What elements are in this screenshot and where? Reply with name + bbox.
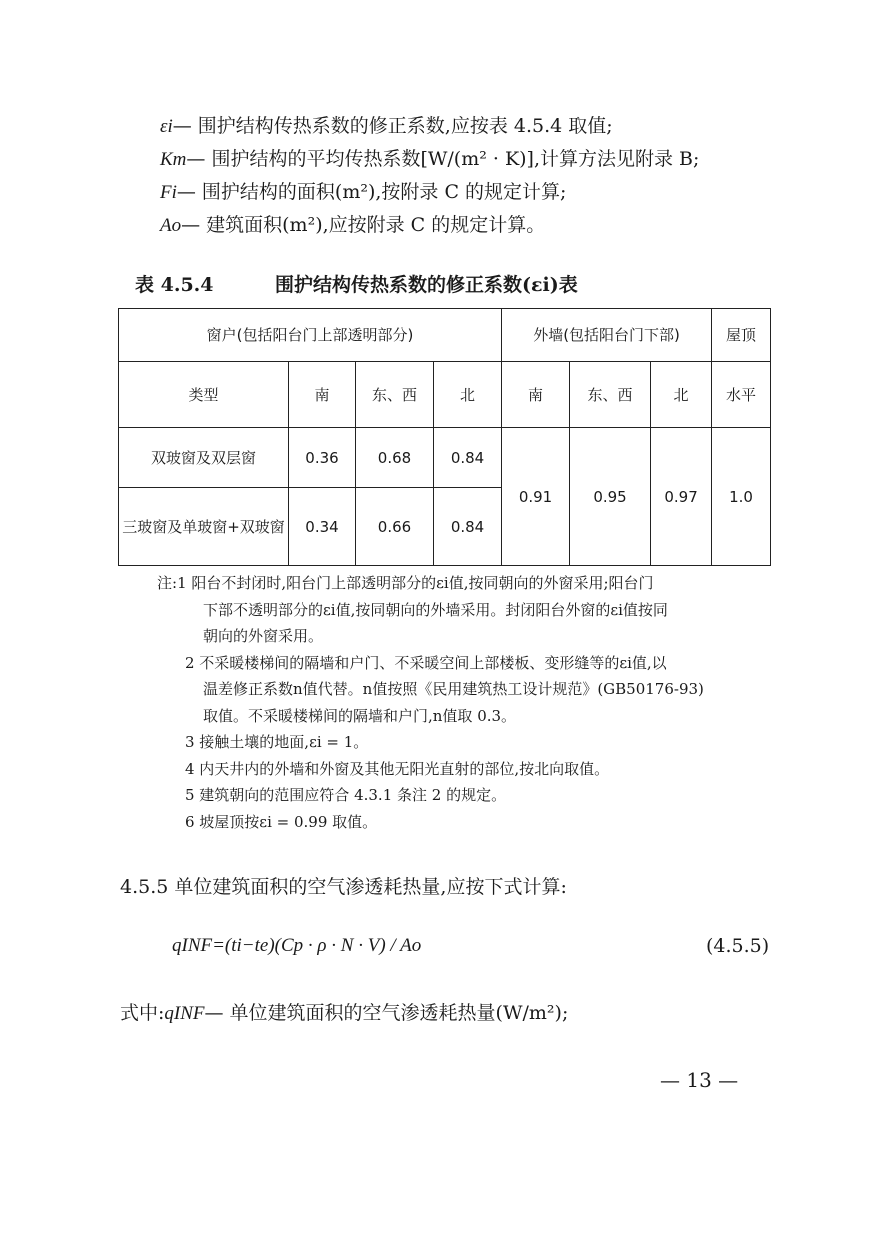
page-number: — 13 —	[660, 1068, 739, 1092]
definition-text: — 建筑面积(m²),应按附录 C 的规定计算。	[181, 214, 546, 236]
table-notes	[157, 570, 797, 835]
table-header-cell: 水平	[712, 362, 771, 428]
definition-symbol: Ao	[160, 215, 182, 236]
note-line: 5 建筑朝向的范围应符合 4.3.1 条注 2 的规定。	[185, 786, 507, 804]
note-line: 3 接触土壤的地面,εi = 1。	[185, 733, 369, 751]
table-header-cell: 东、西	[570, 362, 651, 428]
where-text: — 单位建筑面积的空气渗透耗热量(W/m²);	[204, 1002, 569, 1024]
table-row	[119, 428, 771, 488]
table-group-header-row	[119, 309, 771, 362]
table-title: 围护结构传热系数的修正系数(εi)表	[275, 274, 578, 296]
section-number: 4.5.5	[120, 876, 169, 898]
note-line: 下部不透明部分的εi值,按同朝向的外墙采用。封闭阳台外窗的εi值按同	[203, 600, 668, 619]
table-header-cell: 南	[289, 362, 356, 428]
definition-text: — 围护结构的平均传热系数[W/(m² · K)],计算方法见附录 B;	[186, 148, 700, 170]
definition-line	[160, 110, 699, 143]
note-line: 朝向的外窗采用。	[203, 627, 324, 645]
table-sub-header-row	[119, 362, 771, 428]
table-cell: 0.95	[570, 428, 651, 566]
table-cell: 1.0	[712, 428, 771, 566]
note-line: 2 不采暖楼梯间的隔墙和户门、不采暖空间上部楼板、变形缝等的εi值,以	[185, 653, 667, 672]
definition-text: — 围护结构的面积(m²),按附录 C 的规定计算;	[176, 181, 567, 203]
wall-group-header: 外墙(包括阳台门下部)	[502, 309, 712, 362]
window-group-header: 窗户(包括阳台门上部透明部分)	[119, 309, 502, 362]
section-text: 单位建筑面积的空气渗透耗热量,应按下式计算:	[174, 876, 567, 898]
roof-group-header: 屋顶	[712, 309, 771, 362]
symbol-definitions	[160, 110, 699, 242]
table-header-cell: 北	[651, 362, 712, 428]
definition-symbol: εi	[160, 116, 173, 137]
table-cell: 0.68	[356, 428, 434, 488]
table-cell: 0.36	[289, 428, 356, 488]
section-heading	[120, 872, 567, 899]
table-cell: 0.97	[651, 428, 712, 566]
correction-coefficient-table	[118, 308, 771, 566]
table-cell: 0.91	[502, 428, 570, 566]
table-header-cell: 北	[434, 362, 502, 428]
table-cell: 0.84	[434, 428, 502, 488]
table-caption	[135, 270, 578, 297]
definition-text: — 围护结构传热系数的修正系数,应按表 4.5.4 取值;	[172, 115, 613, 137]
formula-expression: qINF=(ti−te)(Cp · ρ · N · V) / Ao	[172, 935, 422, 956]
table-cell-type: 双玻窗及双层窗	[119, 428, 289, 488]
table-cell-type: 三玻窗及单玻窗+双玻窗	[119, 488, 289, 566]
table-header-cell: 南	[502, 362, 570, 428]
note-line: 温差修正系数n值代替。n值按照《民用建筑热工设计规范》(GB50176-93)	[203, 680, 704, 698]
notes-prefix: 注:	[157, 574, 178, 592]
where-lead: 式中:	[120, 1002, 165, 1024]
formula-number: (4.5.5)	[706, 935, 770, 957]
note-item	[157, 570, 797, 597]
note-line: 6 坡屋顶按εi = 0.99 取值。	[185, 812, 378, 831]
where-symbol: qINF	[164, 1003, 205, 1024]
definition-symbol: Km	[160, 149, 187, 170]
table-number: 表 4.5.4	[135, 274, 214, 296]
note-line: 1 阳台不封闭时,阳台门上部透明部分的εi值,按同朝向的外窗采用;阳台门	[177, 574, 654, 592]
definition-line	[160, 143, 699, 176]
table-cell: 0.34	[289, 488, 356, 566]
where-clause	[120, 998, 568, 1025]
note-line: 取值。不采暖楼梯间的隔墙和户门,n值取 0.3。	[203, 706, 517, 725]
note-line: 4 内天井内的外墙和外窗及其他无阳光直射的部位,按北向取值。	[185, 759, 610, 778]
definition-line	[160, 209, 699, 242]
definition-line	[160, 176, 699, 209]
table-header-cell: 东、西	[356, 362, 434, 428]
table-cell: 0.66	[356, 488, 434, 566]
table-cell: 0.84	[434, 488, 502, 566]
definition-symbol: Fi	[160, 182, 177, 203]
table-header-cell: 类型	[119, 362, 289, 428]
